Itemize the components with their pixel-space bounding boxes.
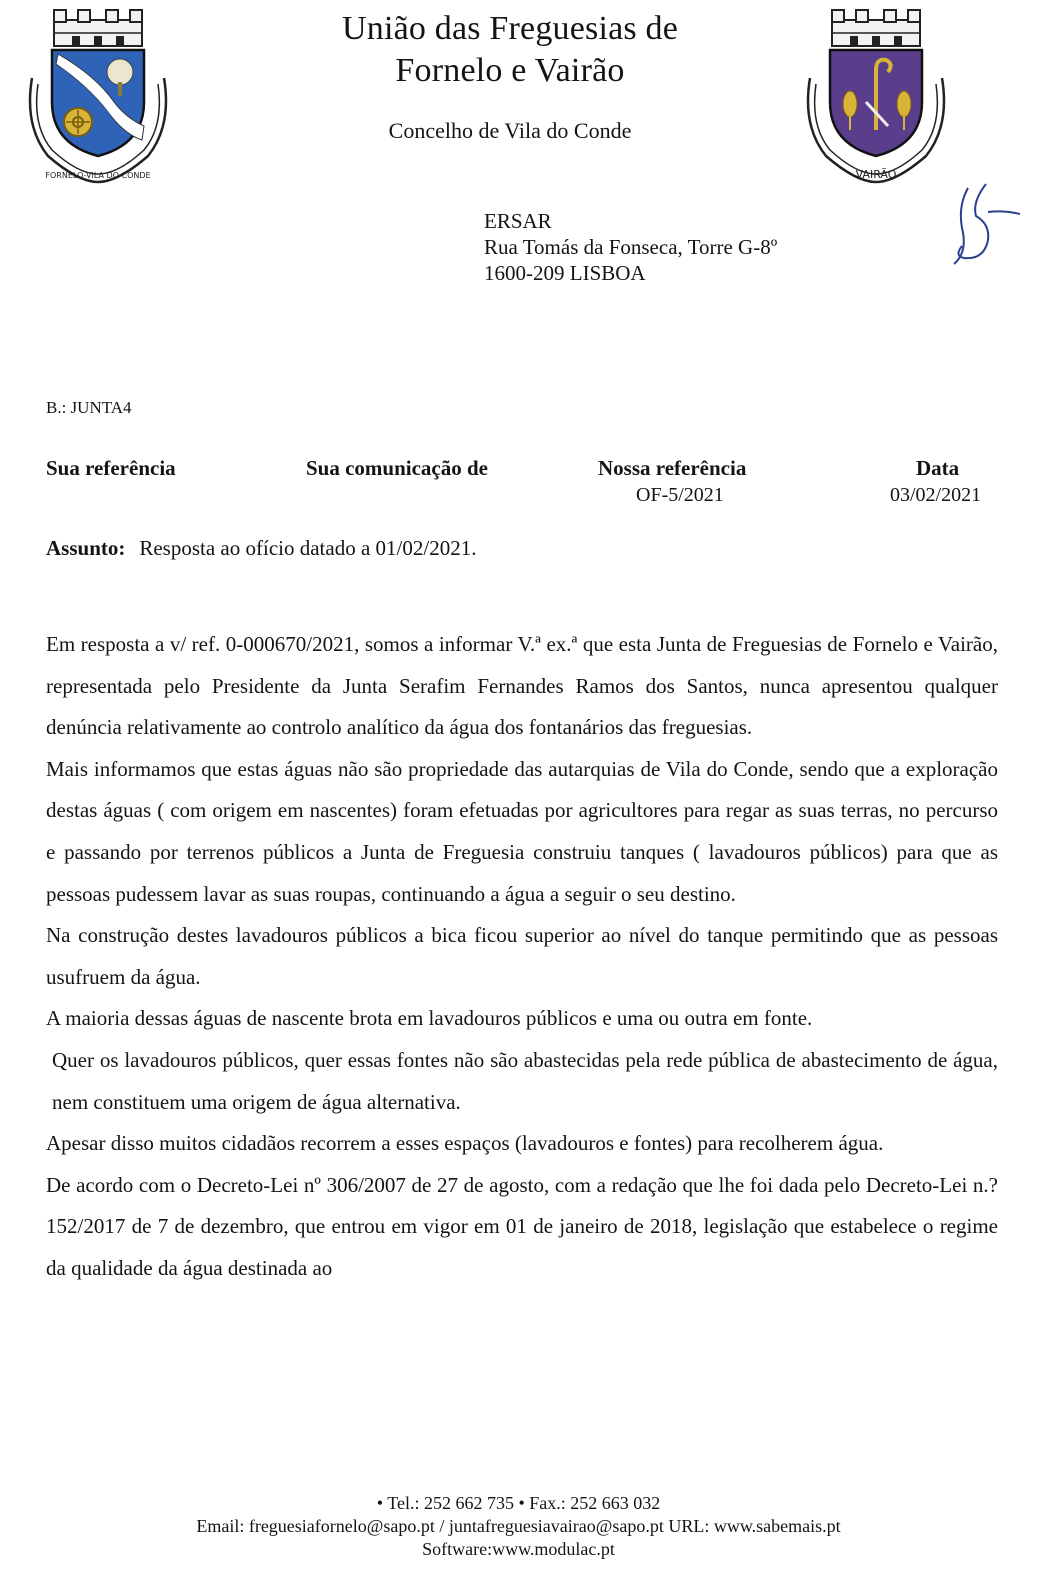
internal-reference: B.: JUNTA4 xyxy=(46,398,132,417)
fornelo-crest-icon xyxy=(18,6,178,186)
crest-right-motto-text: VAIRÃO xyxy=(855,168,897,181)
body-paragraph-4: A maioria dessas águas de nascente brota em lavadouros públicos e uma ou outra em fonte. xyxy=(46,1006,813,1031)
body-paragraph-6: Apesar disso muitos cidadãos recorrem a esses espaços (lavadouros e fontes) para recolherem água. xyxy=(46,1131,884,1156)
header-subtitle: Concelho de Vila do Conde xyxy=(388,118,632,143)
nossa-referencia-value: OF-5/2021 xyxy=(636,484,724,506)
recipient-city: 1600-209 LISBOA xyxy=(484,261,646,285)
handwritten-mark-icon xyxy=(928,176,1028,276)
data-label: Data xyxy=(916,456,960,480)
body-paragraph-5: Quer os lavadouros públicos, quer essas fontes não são abastecidas pela rede pública de abastecimento de água, nem constituem uma origem de água alternativa. xyxy=(52,1047,998,1114)
nossa-referencia-label: Nossa referência xyxy=(598,456,747,480)
body-paragraph-2: Mais informamos que estas águas não são propriedade das autarquias de Vila do Conde, sendo que a exploração destas águas ( com origem em nascentes) foram efetuadas por agricultores para regar as suas terras, no percurso e passando por terrenos públicos a Junta de Freguesia construiu tanques ( lavadouros públicos) para que as pessoas pudessem lavar as suas roupas, continuando a água a seguir o seu destino. xyxy=(46,756,998,906)
header-title-line1: União das Freguesias de xyxy=(341,10,679,47)
letter-body xyxy=(46,624,998,1290)
recipient-street: Rua Tomás da Fonseca, Torre G-8º xyxy=(484,235,778,259)
vairao-crest-icon xyxy=(796,6,956,186)
footer-email-url: Email: freguesiafornelo@sapo.pt / juntafreguesiavairao@sapo.pt URL: www.sabemais.pt xyxy=(196,1516,841,1536)
footer-contacts: • Tel.: 252 662 735 • Fax.: 252 663 032 xyxy=(376,1493,661,1513)
header-title-line2: Fornelo e Vairão xyxy=(395,52,625,89)
data-value: 03/02/2021 xyxy=(890,484,982,506)
subject-label: Assunto: xyxy=(46,536,126,560)
sua-comunicacao-label: Sua comunicação de xyxy=(306,456,489,480)
sua-referencia-label: Sua referência xyxy=(46,456,176,480)
recipient-name: ERSAR xyxy=(484,209,552,233)
crest-left-motto-text: FORNELO-VILA DO CONDE xyxy=(45,171,151,180)
body-paragraph-3: Na construção destes lavadouros públicos a bica ficou superior ao nível do tanque permitindo que as pessoas usufruem da água. xyxy=(46,923,998,989)
body-paragraph-7: De acordo com o Decreto-Lei nº 306/2007 de 27 de agosto, com a redação que lhe foi dada pelo Decreto-Lei n.? 152/2017 de 7 de dezembro, que entrou em vigor em 01 de janeiro de 2018, legislação que estabelece o regime da qualidade da água destinada ao xyxy=(46,1172,998,1280)
footer-software: Software:www.modulac.pt xyxy=(422,1539,615,1559)
subject-text: Resposta ao ofício datado a 01/02/2021. xyxy=(139,536,477,560)
body-paragraph-1: Em resposta a v/ ref. 0-000670/2021, somos a informar V.ª ex.ª que esta Junta de Freguesias de Fornelo e Vairão, representada pelo Presidente da Junta Serafim Fernandes Ramos dos Santos, nunca apresentou qualquer denúncia relativamente ao controlo analítico da água dos fontanários das freguesias. xyxy=(46,632,998,740)
subject-line xyxy=(46,536,476,561)
